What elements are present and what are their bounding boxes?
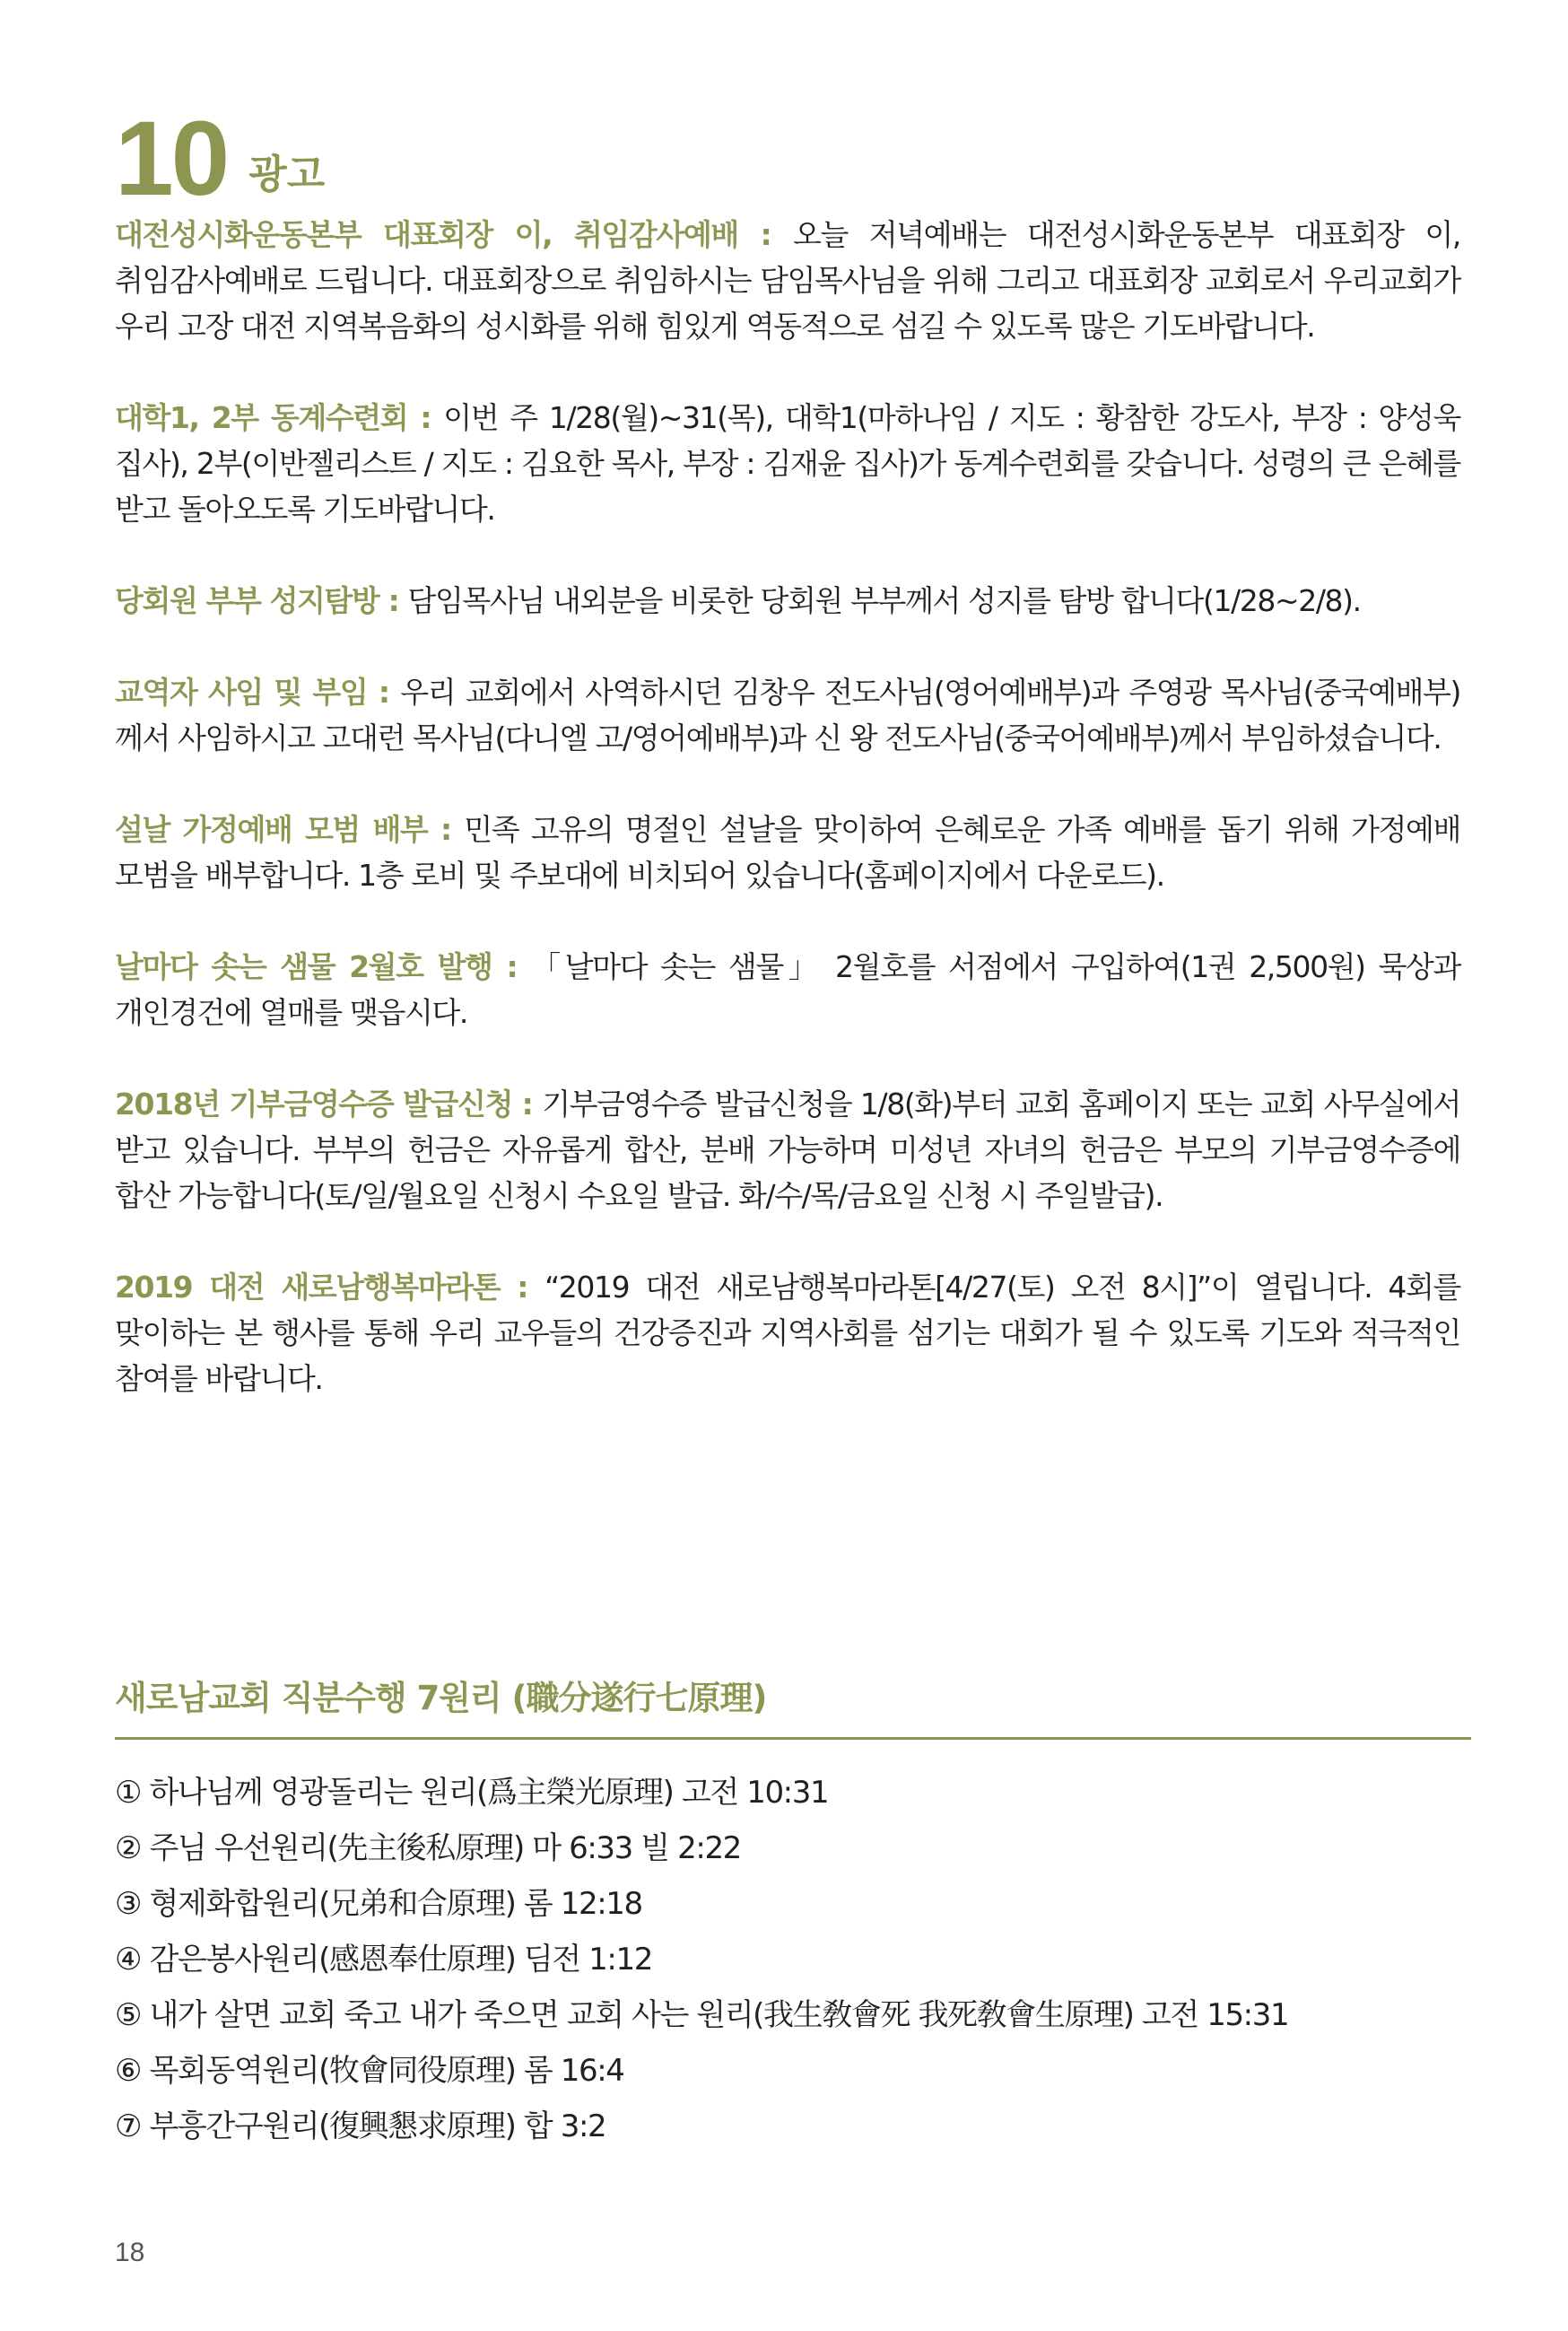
notice-body: 오늘 저녁예배는 대전성시화운동본부 대표회장 이, 취임감사예배로 드립니다. 대표회장으로 취임하시는 담임목사님을 위해 그리고 대표회장 교회로서 우리교회가 우리 고장 대전 지역복음화의 성시화를 위해 힘있게 역동적으로 섬길 수 있도록 많은 기도바랍니다. [115,217,1460,344]
notice-list [115,212,1460,1447]
notice-item [115,1081,1460,1218]
principle-item: ① 하나님께 영광돌리는 원리(爲主榮光原理) 고전 10:31 [115,1775,829,1811]
principle-item: ④ 감은봉사원리(感恩奉仕原理) 딤전 1:12 [115,1942,652,1977]
section-number: 10 [115,100,228,218]
page-header [115,100,326,218]
principle-item: ② 주님 우선원리(先主後私原理) 마 6:33 빌 2:22 [115,1830,741,1866]
notice-body: 「날마다 솟는 샘물」 2월호를 서점에서 구입하여(1권 2,500원) 묵상과 개인경건에 열매를 맺읍시다. [115,949,1461,1030]
page-number: 18 [115,2238,145,2267]
principle-item: ⑦ 부흥간구원리(復興懇求原理) 합 3:2 [115,2108,606,2144]
principle-item: ⑥ 목회동역원리(牧會同役原理) 롬 16:4 [115,2053,624,2089]
notice-item [115,212,1460,349]
notice-item [115,395,1460,532]
notice-item [115,669,1460,761]
notice-label: 대전성시화운동본부 대표회장 이, 취임감사예배 : [115,217,794,252]
principles-list [115,1765,1471,2154]
notice-body: 우리 교회에서 사역하시던 김창우 전도사님(영어예배부)과 주영광 목사님(중국예배부)께서 사임하시고 고대런 목사님(다니엘 고/영어예배부)과 신 왕 전도사님(중국어예배부)께서 부임하셨습니다. [115,675,1460,755]
section-title: 광고 [248,152,326,197]
notice-label: 설날 가정예배 모범 배부 : [115,812,465,847]
notice-body: 민족 고유의 명절인 설날을 맞이하여 은혜로운 가족 예배를 돕기 위해 가정예배 모범을 배부합니다. 1층 로비 및 주보대에 비치되어 있습니다(홈페이지에서 다운로드). [115,812,1460,893]
notice-body: 담임목사님 내외분을 비롯한 당회원 부부께서 성지를 탐방 합니다(1/28~2/8). [407,583,1361,618]
principles-section [115,1671,1471,2154]
notice-label: 날마다 솟는 샘물 2월호 발행 : [115,949,532,984]
principle-item: ⑤ 내가 살면 교회 죽고 내가 죽으면 교회 사는 원리(我生敎會死 我死敎會生原理) 고전 15:31 [115,1997,1289,2033]
notice-label: 대학1, 2부 동계수련회 : [115,400,444,435]
notice-item [115,578,1460,624]
notice-label: 당회원 부부 성지탐방 : [115,583,408,618]
notice-label: 2018년 기부금영수증 발급신청 : [115,1087,543,1122]
principle-item: ③ 형제화합원리(兄弟和合原理) 롬 12:18 [115,1886,642,1922]
notice-item [115,944,1460,1035]
notice-body: 이번 주 1/28(월)~31(목), 대학1(마하나임 / 지도 : 황참한 강도사, 부장 : 양성욱 집사), 2부(이반젤리스트 / 지도 : 김요한 목사, 부장 : 김재윤 집사)가 동계수련회를 갖습니다. 성령의 큰 은혜를 받고 돌아오도록 기도바랍니다. [115,400,1460,527]
notice-label: 2019 대전 새로남행복마라톤 : [115,1270,545,1305]
notice-label: 교역자 사임 및 부임 : [115,675,401,710]
principles-title: 새로남교회 직분수행 7원리 (職分遂行七原理) [115,1671,1471,1740]
notice-body: 기부금영수증 발급신청을 1/8(화)부터 교회 홈페이지 또는 교회 사무실에서 받고 있습니다. 부부의 헌금은 자유롭게 합산, 분배 가능하며 미성년 자녀의 헌금은 부모의 기부금영수증에 합산 가능합니다(토/일/월요일 신청시 수요일 발급. 화/수/목/금요일 신청 시 주일발급). [115,1087,1460,1213]
notice-body: “2019 대전 새로남행복마라톤[4/27(토) 오전 8시]”이 열립니다. 4회를 맞이하는 본 행사를 통해 우리 교우들의 건강증진과 지역사회를 섬기는 대회가 될 수 있도록 기도와 적극적인 참여를 바랍니다. [115,1270,1460,1396]
notice-item [115,807,1460,898]
notice-item [115,1264,1460,1401]
